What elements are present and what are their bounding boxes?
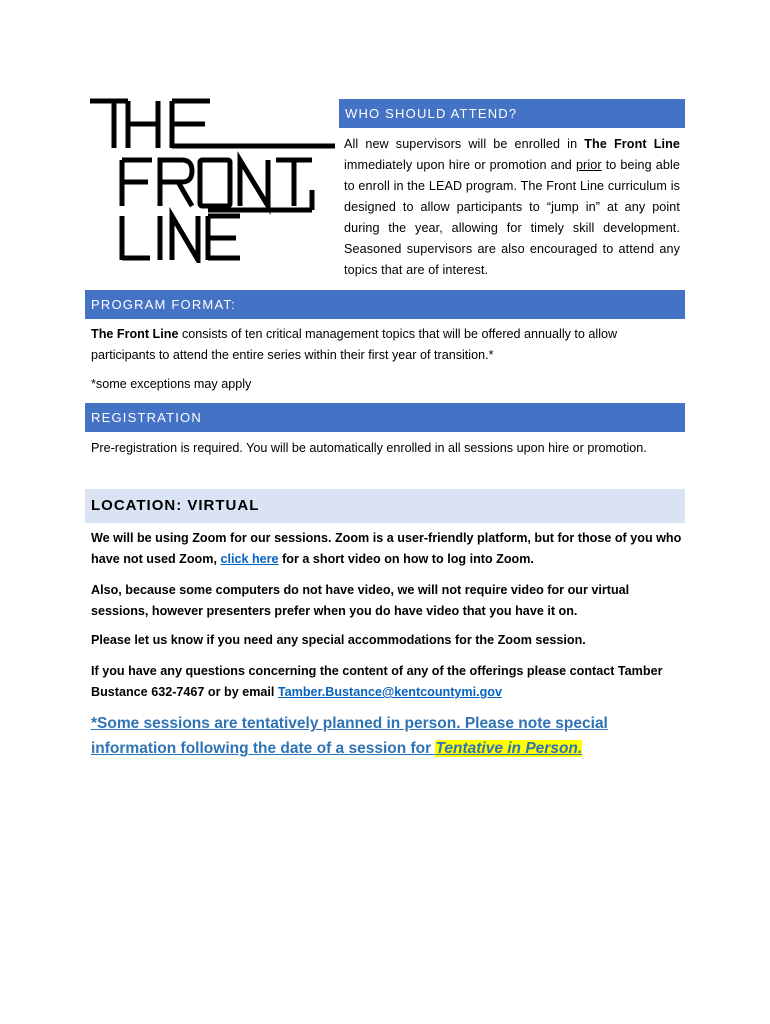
program-format-text: The Front Line consists of ten critical management topics that will be offered annually to allow participants to attend the entire series within their first year of transition.* [91,327,618,362]
click-here-link[interactable]: click here [220,552,279,566]
who-should-attend-header [339,99,685,128]
location-header [85,489,685,523]
program-format-note: *some exceptions may apply [91,377,252,391]
location-accommodations-text: Please let us know if you need any special accommodations for the Zoom session. [91,633,586,647]
who-should-attend-title: WHO SHOULD ATTEND? [345,106,518,121]
registration-text: Pre-registration is required. You will be automatically enrolled in all sessions upon hire or promotion. [91,441,647,455]
tentative-highlight: Tentative in Person. [435,740,583,757]
program-format-title: PROGRAM FORMAT: [91,297,236,312]
the-front-line-logo [90,98,335,263]
location-contact-text: If you have any questions concerning the content of any of the offerings please contact Tamber Bustance 632-7467 or by email Tamber.Bustance@kentcountymi.gov [91,664,663,699]
location-zoom-text: We will be using Zoom for our sessions. Zoom is a user-friendly platform, but for those of you who have not used Zoom, click here for a short video on how to log into Zoom. [91,531,682,566]
who-should-attend-text: All new supervisors will be enrolled in The Front Line immediately upon hire or promotion and prior to being able to enroll in the LEAD program. The Front Line curriculum is designed to allow participants to “jump in” at any point during the year, allowing for timely skill development. Seasoned supervisors are also encouraged to attend any topics that are of interest. [344,137,680,277]
registration-title: REGISTRATION [91,410,202,425]
registration-header [85,403,685,432]
program-format-header [85,290,685,319]
location-video-text: Also, because some computers do not have video, we will not require video for our virtual sessions, however presenters prefer when you do have video that you have it on. [91,583,630,618]
tentative-notice: *Some sessions are tentatively planned in person. Please note special information following the date of a session for Tentative in Person. [91,715,608,757]
email-link[interactable]: Tamber.Bustance@kentcountymi.gov [277,685,502,699]
location-title: LOCATION: VIRTUAL [91,497,260,514]
